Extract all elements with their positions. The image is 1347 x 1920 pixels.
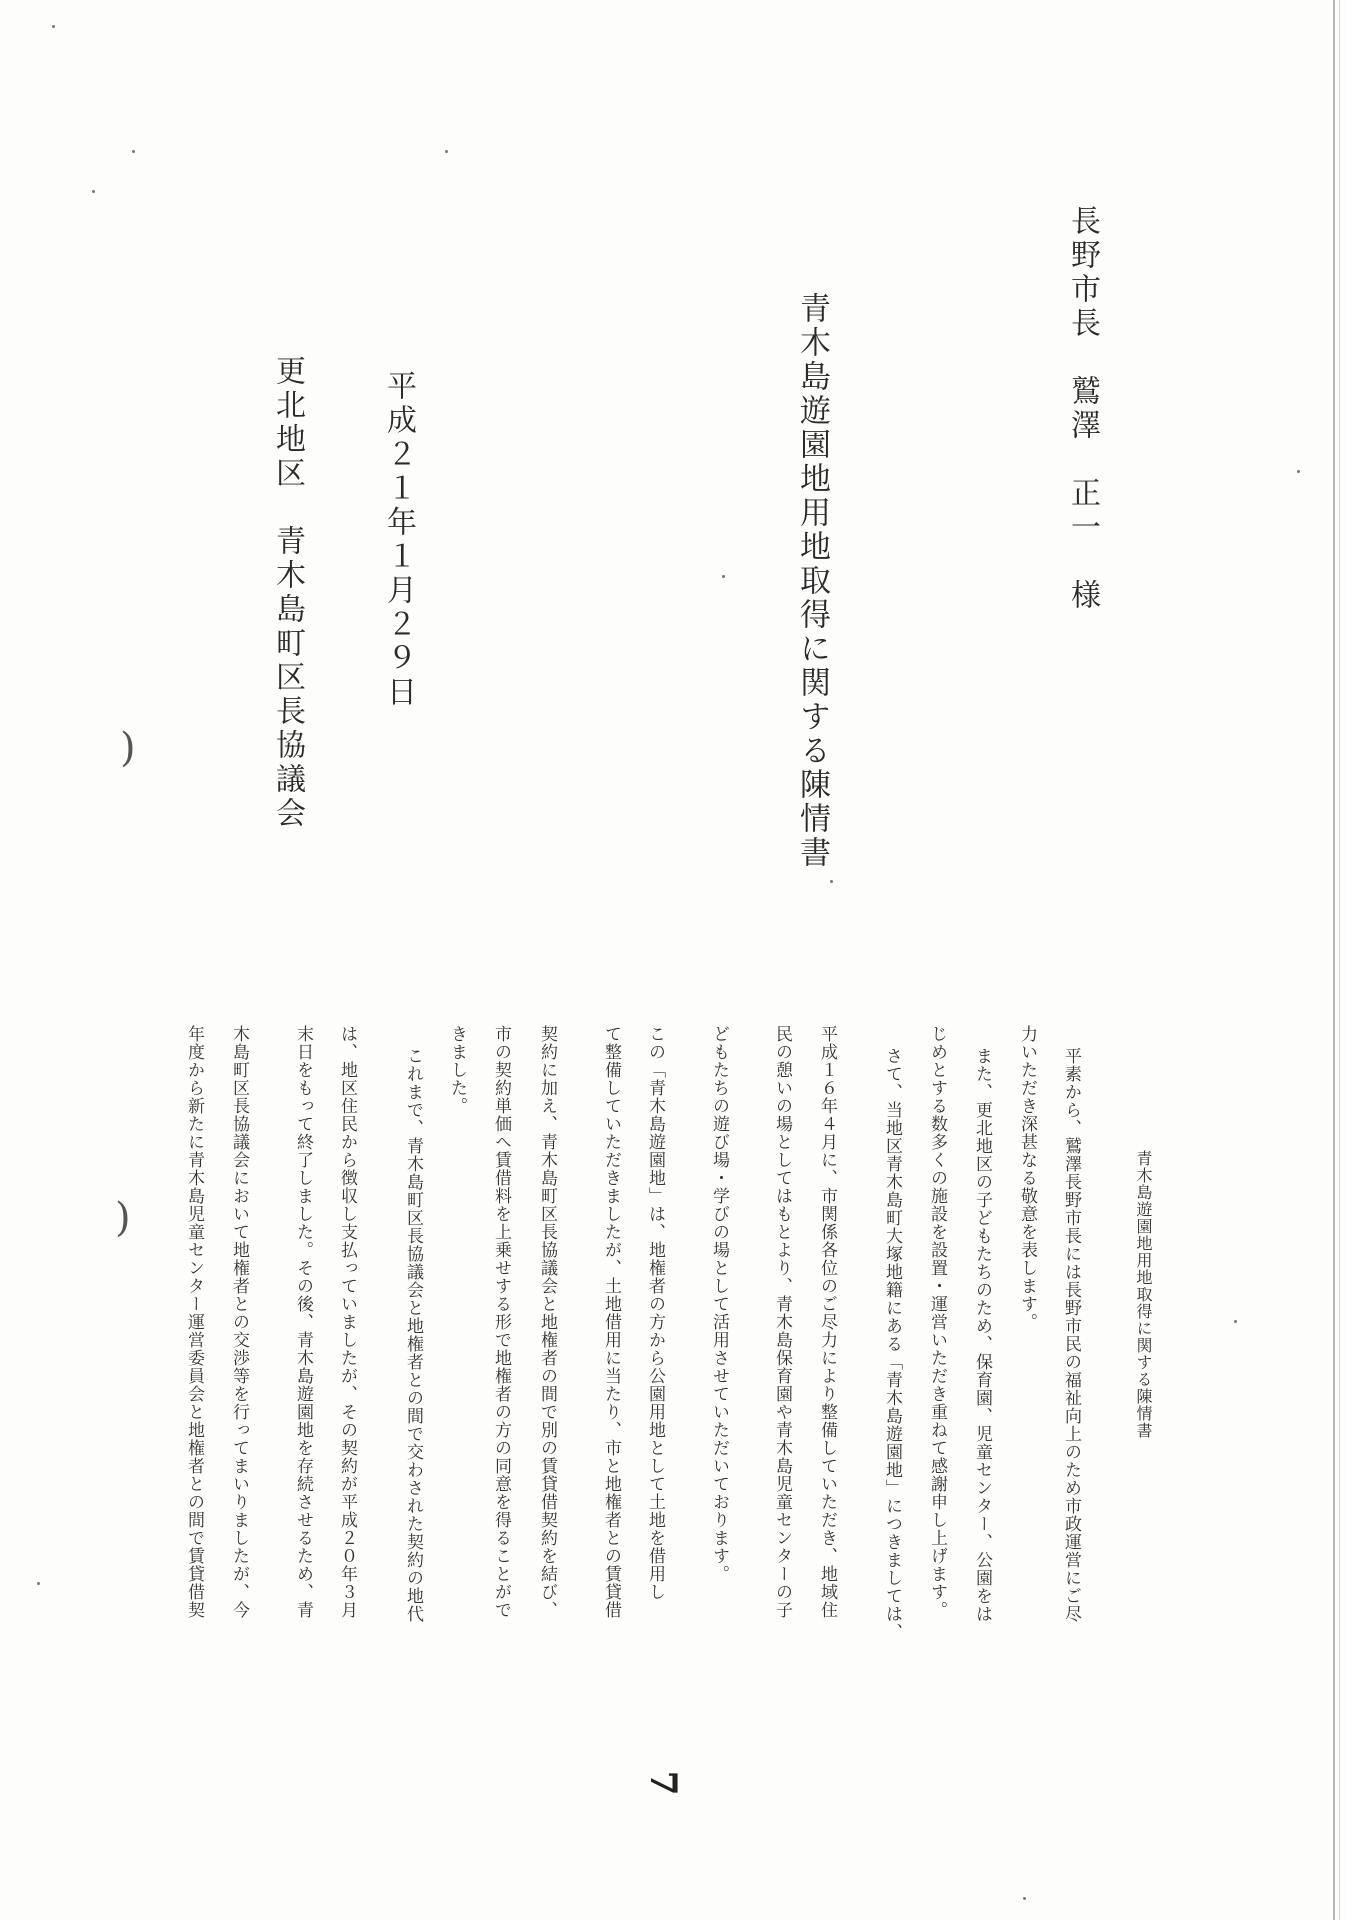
body-line: 平成１６年４月に、市関係各位のご尽力により整備していただき、地域住 [817,1025,837,1619]
body-line: は、地区住民から徴収し支払っていましたが、その契約が平成２０年３月 [337,1025,357,1619]
body-line: 契約に加え、青木島町区長協議会と地権者の間で別の賃貸借契約を結び、 [537,1025,557,1619]
cover-title: 青木島遊園地用地取得に関する陳情書 [794,292,830,870]
date: 平成２１年１月２９日 [381,370,416,710]
scan-speck [445,150,448,153]
scan-speck [1234,1320,1237,1323]
body-line: この「青木島遊園地」は、地権者の方から公園用地として土地を借用し [645,1025,665,1601]
body-line: て整備していただきましたが、土地借用に当たり、市と地権者との賃貸借 [601,1025,621,1619]
body-line: 年度から新たに青木島児童センター運営委員会と地権者との間で賃貸借契 [184,1025,204,1619]
scan-speck [722,575,725,578]
body-line: 末日をもって終了しました。その後、青木島遊園地を存続させるため、青 [293,1025,313,1619]
scan-speck [1023,1897,1026,1900]
body-title: 青木島遊園地用地取得に関する陳情書 [1134,1150,1153,1439]
body-line: 力いただき深甚なる敬意を表します。 [1017,1025,1037,1331]
scan-speck [52,25,55,28]
body-line: 平素から、鷲澤長野市長には長野市民の福祉向上のため市政運営にご尽 [1061,1047,1081,1623]
page-number: 7 [642,1770,684,1796]
punch-hole-mark: ) [120,725,136,771]
body-line: じめとする数多くの施設を設置・運営いただき重ねて感謝申し上げます。 [927,1025,947,1619]
scan-speck [37,1582,40,1585]
scan-speck [132,150,135,153]
body-line: 木島町区長協議会において地権者との交渉等を行ってまいりましたが、今 [229,1025,249,1619]
body-line: どもたちの遊び場・学びの場として活用させていただいております。 [709,1025,729,1583]
addressee: 長野市長 鷲澤 正一 様 [1065,205,1100,613]
scan-speck [830,880,833,883]
sender: 更北地区 青木島町区長協議会 [270,355,305,831]
scan-edge [1333,0,1335,1920]
body-line: 民の憩いの場としてはもとより、青木島保育園や青木島児童センターの子 [772,1025,792,1619]
body-line: これまで、青木島町区長協議会と地権者との間で交わされた契約の地代 [403,1047,423,1623]
scan-speck [92,190,95,193]
body-line: 市の契約単価へ賃借料を上乗せする形で地権者の方の同意を得ることがで [491,1025,511,1619]
body-line: また、更北地区の子どもたちのため、保育園、児童センター、公園をは [972,1047,992,1623]
scan-speck [1297,470,1300,473]
punch-hole-mark: ) [115,1195,131,1241]
scan-edge-inner [1339,0,1340,1920]
body-line: きました。 [447,1025,467,1115]
body-line: さて、当地区青木島町大塚地籍にある「青木島遊園地」につきましては、 [882,1047,902,1641]
